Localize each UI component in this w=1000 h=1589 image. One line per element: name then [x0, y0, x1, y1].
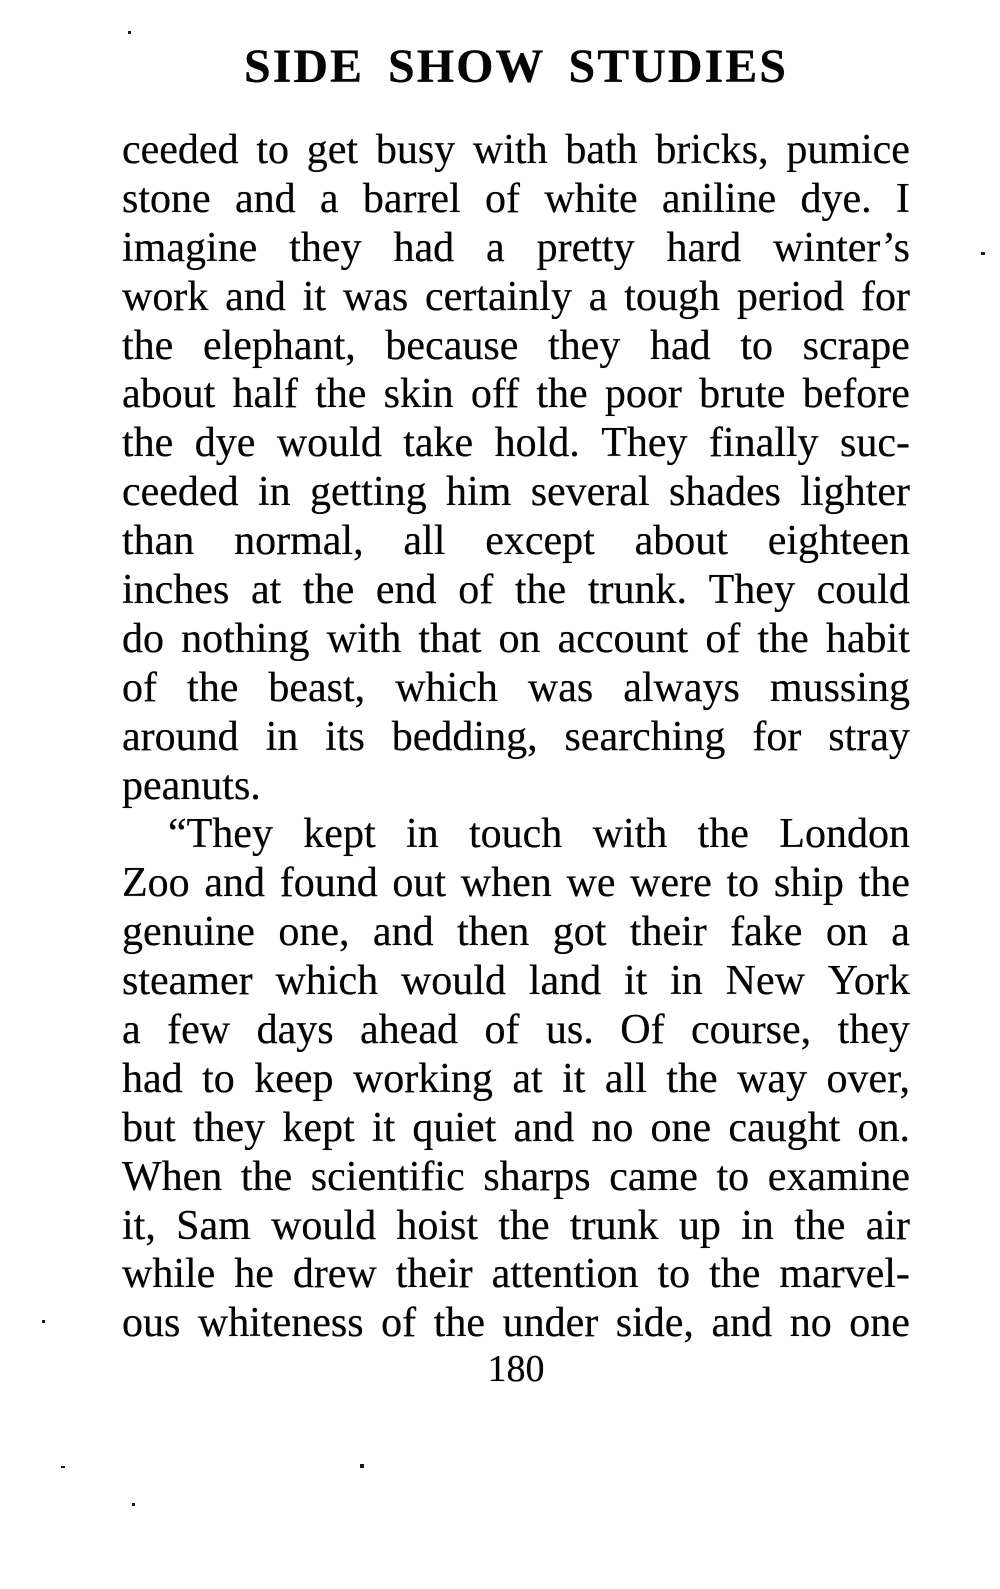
word: on. — [857, 1104, 910, 1151]
word: one — [849, 1300, 910, 1347]
word: inches — [122, 567, 230, 614]
word: a — [891, 909, 910, 956]
text-line — [122, 1153, 910, 1202]
word: he — [234, 1251, 274, 1298]
word: and — [225, 273, 286, 320]
word: it, — [122, 1202, 156, 1249]
word: get — [306, 127, 359, 173]
word: kept — [303, 811, 376, 858]
word: us. — [545, 1007, 594, 1054]
word: bath — [565, 127, 638, 173]
word: of — [484, 1007, 520, 1054]
scan-speck — [981, 252, 985, 255]
word: to — [726, 860, 760, 907]
word: winter’s — [773, 224, 910, 271]
word: a — [319, 175, 339, 222]
word: about — [122, 371, 216, 418]
word: bedding, — [391, 713, 538, 760]
page-number: 180 — [487, 1348, 545, 1390]
word: keep — [254, 1055, 334, 1102]
word: attention — [491, 1251, 639, 1298]
word: drew — [292, 1251, 377, 1298]
word: days — [256, 1007, 334, 1054]
text-line — [122, 566, 910, 615]
word: in — [265, 713, 299, 760]
word: all — [604, 1055, 647, 1102]
word: would — [276, 420, 382, 467]
word: got — [552, 909, 607, 956]
word: the — [122, 420, 174, 467]
word: and — [234, 175, 296, 222]
word: it — [623, 958, 648, 1005]
text-line — [122, 224, 910, 273]
word: the — [709, 1251, 761, 1298]
word: of — [458, 567, 494, 614]
word: were — [630, 860, 712, 907]
word: the — [666, 1055, 718, 1102]
word: on — [825, 909, 868, 956]
word: certainly — [425, 273, 572, 320]
word: nothing — [181, 615, 310, 662]
word: shades — [668, 469, 781, 516]
word: of — [381, 1300, 417, 1347]
word: poor — [604, 371, 682, 418]
word: him — [445, 469, 512, 516]
word: the — [122, 322, 174, 369]
body-text — [122, 126, 910, 1348]
word: up — [678, 1202, 721, 1249]
word: hoist — [396, 1202, 479, 1249]
word: the — [433, 1300, 486, 1347]
text-line — [122, 957, 910, 1006]
word: the — [240, 1153, 293, 1200]
word: genuine — [122, 909, 255, 956]
word: it — [302, 273, 327, 320]
word: we — [566, 860, 616, 907]
word: for — [752, 713, 802, 760]
word: eighteen — [767, 518, 910, 565]
word: they — [837, 1007, 910, 1054]
word: with — [472, 127, 548, 173]
word: of — [485, 175, 521, 222]
word: of — [122, 664, 157, 711]
word: could — [816, 567, 910, 614]
word: would — [400, 958, 506, 1005]
word: its — [325, 713, 365, 760]
word: quiet — [412, 1104, 497, 1151]
word: no — [789, 1300, 832, 1347]
word: pretty — [536, 224, 635, 271]
word: a — [588, 273, 608, 320]
word: When — [122, 1153, 223, 1200]
word: few — [167, 1007, 231, 1054]
word: course, — [691, 1007, 812, 1054]
word: to — [657, 1251, 691, 1298]
word: ship — [773, 860, 844, 907]
text-line — [122, 908, 910, 957]
text-line — [122, 1104, 910, 1153]
text-line — [122, 1006, 910, 1055]
word: skin — [383, 371, 454, 418]
word: and — [204, 860, 266, 907]
word: had — [650, 322, 711, 369]
word: they — [548, 322, 621, 369]
word: scrape — [802, 322, 910, 369]
word: New — [725, 958, 805, 1005]
word: getting — [309, 469, 427, 516]
word: stone — [122, 175, 211, 222]
word: imagine — [122, 224, 258, 271]
word: and — [513, 1104, 575, 1151]
word: in — [670, 958, 703, 1005]
word: brute — [699, 371, 786, 418]
text-line — [122, 273, 910, 322]
word: to — [256, 127, 289, 173]
word: which — [395, 664, 498, 711]
text-line — [122, 664, 910, 713]
word: off — [470, 371, 520, 418]
word: York — [827, 958, 910, 1005]
word: the — [794, 1202, 846, 1249]
word: the — [757, 615, 809, 662]
word: dye. — [800, 175, 872, 222]
word: their — [395, 1251, 473, 1298]
word: one, — [278, 909, 350, 956]
word: marvel- — [779, 1251, 910, 1298]
text-line — [122, 419, 910, 468]
word: busy — [375, 127, 456, 173]
word: kept — [282, 1104, 355, 1151]
word: beast, — [268, 664, 366, 711]
word: and — [372, 909, 434, 956]
scan-speck — [132, 1503, 135, 1506]
text-line — [122, 175, 910, 224]
word: about — [634, 518, 728, 565]
word: they — [289, 224, 362, 271]
word: bricks, — [655, 127, 769, 173]
word: the — [536, 371, 588, 418]
word: while — [122, 1251, 216, 1298]
word: dye — [194, 420, 256, 467]
word: trunk — [569, 1202, 659, 1249]
word: always — [623, 664, 740, 711]
word: at — [512, 1055, 543, 1102]
word: several — [530, 469, 650, 516]
word: that — [418, 615, 482, 662]
word: hard — [666, 224, 742, 271]
word: under — [502, 1300, 599, 1347]
word: stray — [828, 713, 910, 760]
word: side, — [615, 1300, 694, 1347]
word: but — [122, 1104, 176, 1151]
word: because — [385, 322, 519, 369]
word: over, — [826, 1055, 910, 1102]
word: period — [736, 273, 845, 320]
running-head: SIDE SHOW STUDIES — [244, 40, 788, 93]
word: was — [527, 664, 594, 711]
word: take — [403, 420, 474, 467]
word: it — [371, 1104, 396, 1151]
word: the — [498, 1202, 550, 1249]
text-line — [122, 468, 910, 517]
word: They — [601, 420, 688, 467]
text-line — [122, 713, 910, 762]
word: for — [860, 273, 910, 320]
word: pumice — [786, 127, 910, 173]
word: would — [271, 1202, 377, 1249]
text-line — [122, 615, 910, 664]
word: Zoo — [122, 860, 190, 907]
word: when — [460, 860, 552, 907]
word: ceeded — [122, 469, 239, 516]
word: fake — [730, 909, 803, 956]
word: examine — [767, 1153, 910, 1200]
word: I — [895, 175, 910, 222]
word: than — [122, 518, 195, 565]
word: London — [779, 811, 910, 858]
word: out — [392, 860, 447, 907]
word: hold. — [494, 420, 580, 467]
text-line — [122, 370, 910, 419]
word: air — [865, 1202, 910, 1249]
word: before — [802, 371, 910, 418]
word: the — [315, 371, 367, 418]
word: in — [741, 1202, 774, 1249]
word: ous — [122, 1300, 181, 1347]
word: working — [352, 1055, 493, 1102]
text-line — [122, 810, 910, 859]
word: around — [122, 713, 239, 760]
word: all — [403, 518, 446, 565]
word: a — [486, 224, 505, 271]
word: work — [122, 273, 209, 320]
word: Of — [620, 1007, 665, 1054]
word: white — [544, 175, 638, 222]
text-line — [122, 517, 910, 566]
word: the — [514, 567, 567, 614]
word: barrel — [362, 175, 461, 222]
word: Sam — [176, 1202, 251, 1249]
word: a — [122, 1007, 141, 1054]
word: touch — [468, 811, 563, 858]
word: to — [740, 322, 773, 369]
word: half — [232, 371, 298, 418]
word: was — [342, 273, 409, 320]
scan-speck — [128, 31, 131, 34]
word: way — [737, 1055, 808, 1102]
word: aniline — [661, 175, 777, 222]
word: one — [650, 1104, 712, 1151]
word: with — [326, 615, 402, 662]
text-line — [122, 1202, 910, 1251]
word: at — [250, 567, 282, 614]
word: the — [697, 811, 749, 858]
word: mussing — [769, 664, 910, 711]
word: do — [122, 615, 164, 662]
text-line — [122, 1055, 910, 1104]
word: except — [485, 518, 595, 565]
word: finally — [708, 420, 819, 467]
text-line — [122, 859, 910, 908]
text-line — [122, 1299, 910, 1348]
word: to — [716, 1153, 750, 1200]
word: they — [192, 1104, 266, 1151]
word: suc- — [839, 420, 910, 467]
word: had — [393, 224, 455, 271]
word: found — [279, 860, 378, 907]
word: They — [708, 567, 795, 614]
text-line — [122, 322, 910, 371]
word: elephant, — [202, 322, 356, 369]
word: scientific — [310, 1153, 465, 1200]
word: on — [498, 615, 541, 662]
word: account — [557, 615, 689, 662]
text-line: peanuts. — [122, 762, 261, 809]
word: the — [187, 664, 239, 711]
word: caught — [728, 1104, 841, 1151]
scan-speck — [61, 1466, 65, 1468]
word: it — [562, 1055, 586, 1102]
word: end — [375, 567, 437, 614]
word: habit — [825, 615, 910, 662]
word: came — [609, 1153, 698, 1200]
text-line — [122, 126, 910, 175]
scan-speck — [360, 1464, 364, 1468]
word: their — [629, 909, 707, 956]
word: and — [711, 1300, 773, 1347]
word: in — [405, 811, 439, 858]
word: no — [591, 1104, 634, 1151]
word: whiteness — [197, 1300, 364, 1347]
word: “They — [168, 811, 273, 858]
word: with — [592, 811, 668, 858]
word: sharps — [483, 1153, 591, 1200]
word: to — [202, 1055, 235, 1102]
word: trunk. — [587, 567, 687, 614]
scan-speck — [42, 1320, 45, 1323]
word: had — [122, 1055, 183, 1102]
word: the — [302, 567, 355, 614]
word: searching — [564, 713, 726, 760]
word: the — [858, 860, 910, 907]
word: of — [705, 615, 741, 662]
word: in — [257, 469, 291, 516]
word: which — [275, 958, 379, 1005]
word: ceeded — [122, 127, 239, 173]
text-line — [122, 1250, 910, 1299]
word: then — [456, 909, 530, 956]
word: tough — [624, 273, 720, 320]
word: normal, — [234, 518, 364, 565]
word: land — [528, 958, 602, 1005]
word: steamer — [122, 958, 253, 1005]
word: ahead — [360, 1007, 458, 1054]
word: lighter — [800, 469, 910, 516]
